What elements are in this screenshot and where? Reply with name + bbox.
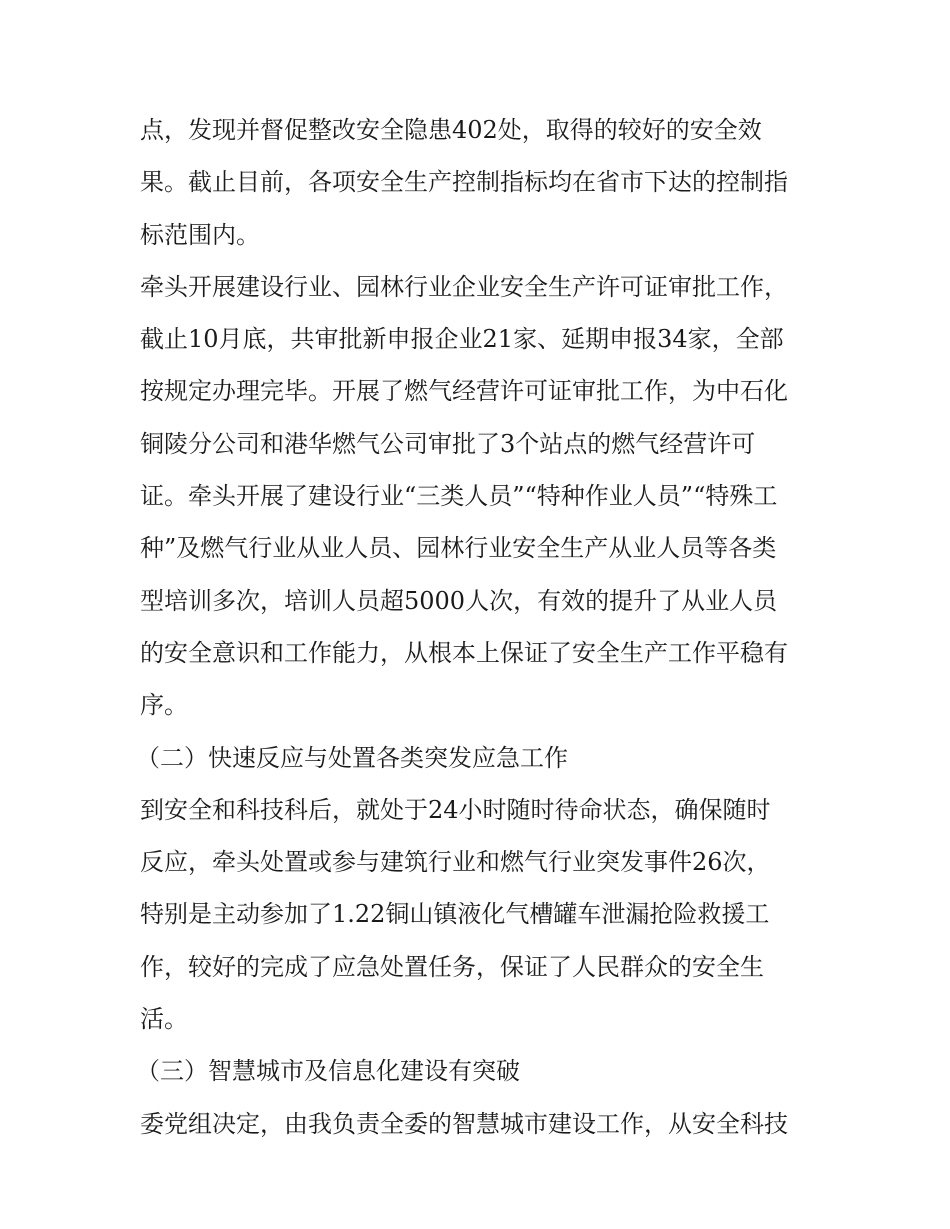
section-heading-emergency <box>136 732 820 784</box>
heading-line: （二）快速反应与处置各类突发应急工作 <box>136 743 568 772</box>
paragraph-safety-results <box>140 104 820 261</box>
text-line: 特别是主动参加了1.22铜山镇液化气槽罐车泄漏抢险救援工 <box>140 900 770 929</box>
text-line: 到安全和科技科后，就处于24小时随时待命状态，确保随时 <box>140 795 771 824</box>
text-line: 序。 <box>140 691 188 720</box>
heading-line: （三）智慧城市及信息化建设有突破 <box>136 1057 520 1086</box>
text-line: 反应，牵头处置或参与建筑行业和燃气行业突发事件26次， <box>140 848 771 877</box>
text-line: 种”及燃气行业从业人员、园林行业安全生产从业人员等各类 <box>140 534 777 563</box>
paragraph-emergency-response <box>140 784 820 1045</box>
text-line: 果。截止目前，各项安全生产控制指标均在省市下达的控制指 <box>140 168 788 197</box>
paragraph-license-approval <box>140 261 820 732</box>
text-line: 的安全意识和工作能力，从根本上保证了安全生产工作平稳有 <box>140 638 788 667</box>
section-heading-smart-city <box>136 1045 820 1097</box>
text-line: 截止10月底，共审批新申报企业21家、延期申报34家，全部 <box>140 325 784 354</box>
text-line: 活。 <box>140 1005 188 1034</box>
text-line: 牵头开展建设行业、园林行业企业安全生产许可证审批工作， <box>140 272 788 301</box>
document-body <box>136 104 820 1150</box>
text-line: 标范围内。 <box>140 220 260 249</box>
text-line: 铜陵分公司和港华燃气公司审批了3个站点的燃气经营许可 <box>140 429 756 458</box>
text-line: 委党组决定，由我负责全委的智慧城市建设工作，从安全科技 <box>140 1109 788 1138</box>
text-line: 作，较好的完成了应急处置任务，保证了人民群众的安全生 <box>140 952 764 981</box>
text-line: 型培训多次，培训人员超5000人次，有效的提升了从业人员 <box>140 586 778 615</box>
text-line: 按规定办理完毕。开展了燃气经营许可证审批工作，为中石化 <box>140 377 788 406</box>
text-line: 证。牵头开展了建设行业“三类人员”“特种作业人员”“特殊工 <box>140 482 778 511</box>
paragraph-smart-city <box>140 1098 820 1150</box>
text-line: 点，发现并督促整改安全隐患402处，取得的较好的安全效 <box>140 116 762 144</box>
